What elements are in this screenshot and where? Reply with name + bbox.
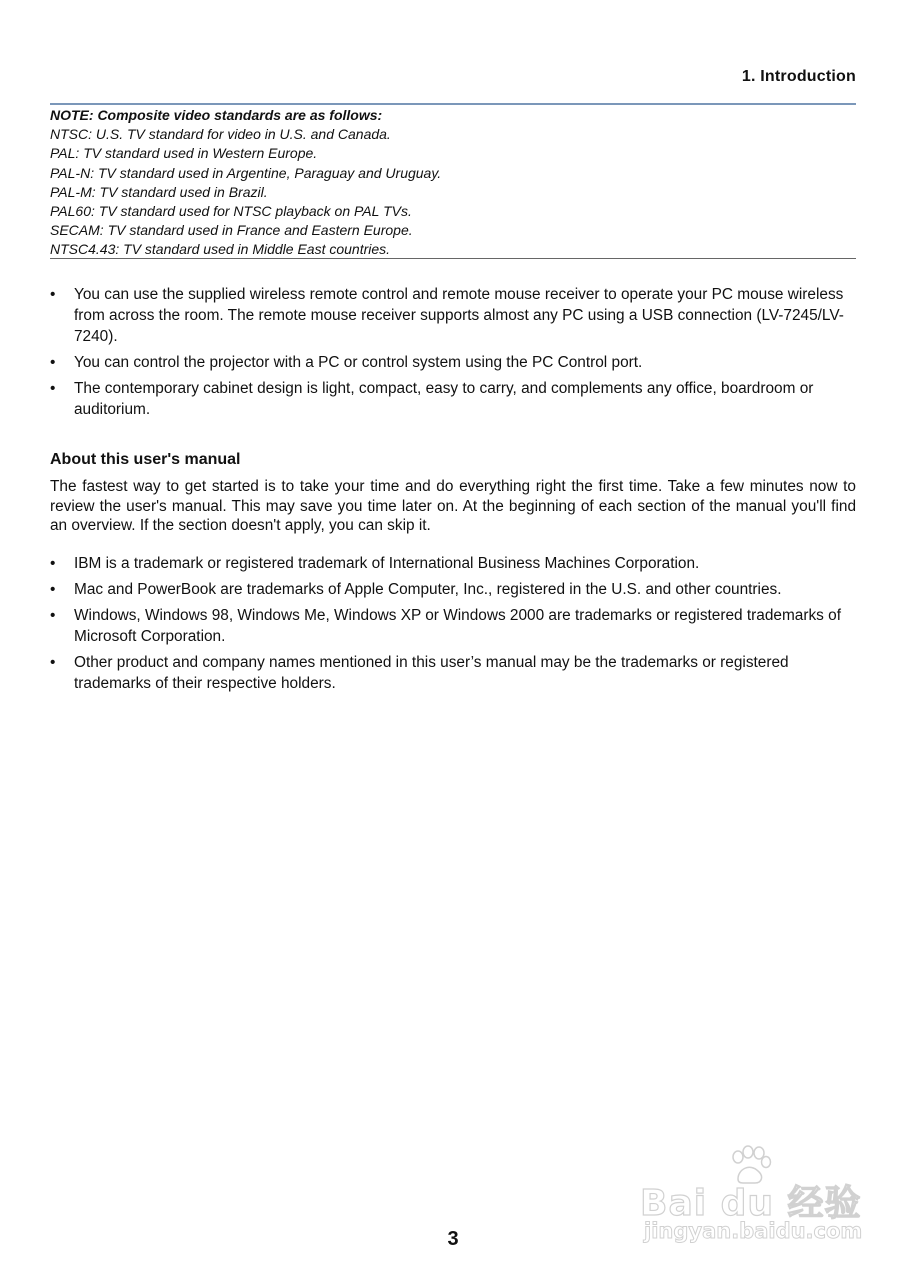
bullet-icon: • <box>50 286 56 303</box>
note-block <box>50 106 856 260</box>
list-item-text: You can use the supplied wireless remote control and remote mouse receiver to operate your PC mouse wireless from across the room. The remote mouse receiver supports almost any PC using a USB connection (LV-7245/LV-7240). <box>74 286 844 345</box>
list-item-text: The contemporary cabinet design is light, compact, easy to carry, and complements any office, boardroom or auditorium. <box>74 380 814 418</box>
bullet-icon: • <box>50 380 56 397</box>
watermark-url: jingyan.baidu.com <box>644 1219 863 1243</box>
feature-list <box>50 284 856 425</box>
section-title: 1. Introduction <box>741 68 856 85</box>
manual-section-paragraph: The fastest way to get started is to take your time and do everything right the first time. Take a few minutes now to review the user's manual. This may save you time later on. At the beginning of each section of the manual you'll find an overview. If the section doesn't apply, you can skip it. <box>50 478 856 534</box>
list-item-text: Other product and company names mentioned in this user’s manual may be the trademarks or registered trademarks of their respective holders. <box>74 654 789 692</box>
manual-section-heading: About this user's manual <box>50 451 241 468</box>
list-item-text: Windows, Windows 98, Windows Me, Windows XP or Windows 2000 are trademarks or registered trademarks of Microsoft Corporation. <box>74 607 841 645</box>
list-item <box>50 605 856 647</box>
header-divider <box>50 103 856 105</box>
bullet-icon: • <box>50 581 56 598</box>
bullet-icon: • <box>50 654 56 671</box>
list-item <box>50 579 856 600</box>
note-title: NOTE: Composite video standards are as follows: <box>50 107 383 123</box>
note-line: PAL60: TV standard used for NTSC playback on PAL TVs. <box>50 203 412 220</box>
bullet-icon: • <box>50 607 56 624</box>
page-number: 3 <box>447 1228 459 1250</box>
list-item <box>50 652 856 694</box>
watermark-brand: Bai du 经验 <box>640 1183 862 1224</box>
note-line: PAL-N: TV standard used in Argentine, Paraguay and Uruguay. <box>50 164 442 181</box>
note-line: SECAM: TV standard used in France and Eastern Europe. <box>50 222 413 239</box>
list-item-text: You can control the projector with a PC or control system using the PC Control port. <box>74 354 643 371</box>
bullet-icon: • <box>50 555 56 572</box>
list-item <box>50 553 856 574</box>
note-line: PAL: TV standard used in Western Europe. <box>50 145 318 162</box>
list-item-text: IBM is a trademark or registered trademark of International Business Machines Corporation. <box>74 555 700 572</box>
note-line: NTSC: U.S. TV standard for video in U.S. and Canada. <box>50 126 391 143</box>
list-item-text: Mac and PowerBook are trademarks of Apple Computer, Inc., registered in the U.S. and other countries. <box>74 581 782 598</box>
note-line: PAL-M: TV standard used in Brazil. <box>50 183 268 200</box>
list-item <box>50 378 856 420</box>
bullet-icon: • <box>50 354 56 371</box>
note-line: NTSC4.43: TV standard used in Middle East countries. <box>50 241 391 258</box>
list-item <box>50 284 856 347</box>
note-divider <box>50 258 856 259</box>
list-item <box>50 352 856 373</box>
trademark-list <box>50 553 856 699</box>
